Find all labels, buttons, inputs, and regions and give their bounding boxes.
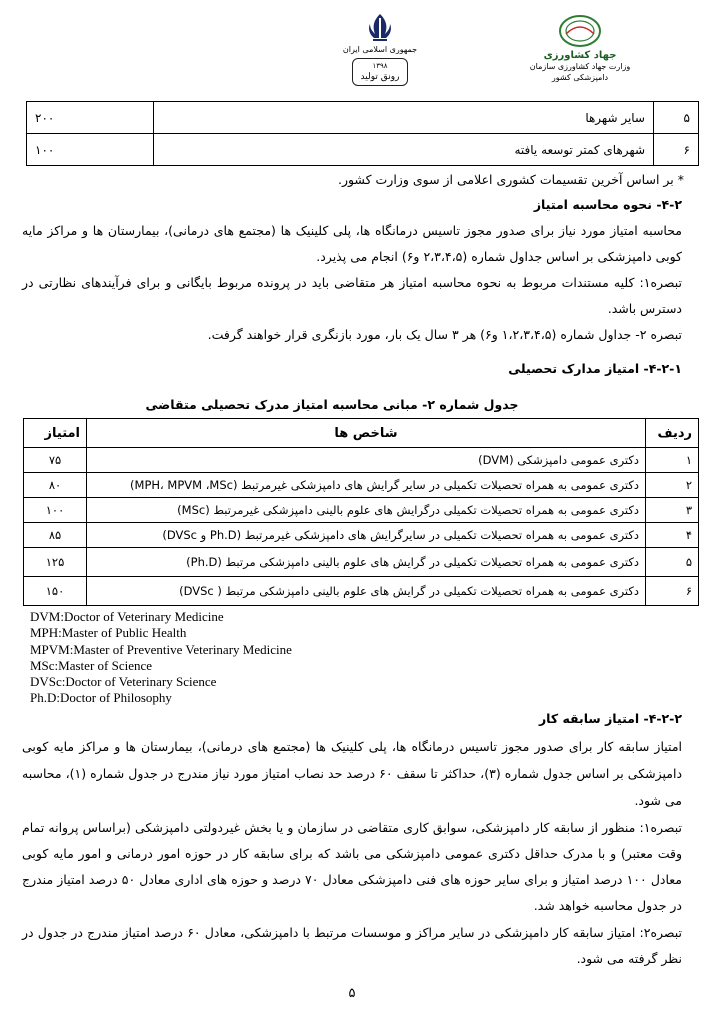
row-number: ۱ [646,448,699,473]
iran-emblem-logo [320,12,440,86]
row-value: ۲۰۰ [27,102,154,134]
column-header-score: امتیاز [24,419,87,448]
agriculture-ministry-logo [520,14,640,83]
note-1: تبصره۱: کلیه مستندات مربوط به نحوه محاسبه امتیاز هر متقاضی باید در پرونده مربوط بایگانی و برای فرآیندهای نظارتی در دسترس باشد. [22,275,682,316]
abbreviation-item: MPH:Master of Public Health [30,625,187,641]
row-indicator: دکتری عمومی به همراه تحصیلات تکمیلی در گرایش های علوم بالینی دامپزشکی مرتبط ( DVSc) [87,577,646,606]
row-value: ۱۰۰ [27,134,154,166]
section-body: امتیاز سابقه کار برای صدور مجوز تاسیس درمانگاه ها، پلی کلینیک ها (مجتمع های درمانی)، بیمارستان ها و مراکز مایه کوبی دامپزشکی بر اساس جدول شماره (۳)، حداکثر تا سقف ۶۰ درصد حد نصاب امتیاز مورد نیاز مندرج در جدول شماره (۱)، محاسبه می شود. [22,739,683,808]
abbreviation-item: MPVM:Master of Preventive Veterinary Medicine [30,641,292,657]
row-number: ۲ [646,473,699,498]
row-label: سایر شهرها [154,102,654,134]
row-indicator: دکتری عمومی به همراه تحصیلات تکمیلی در سایرگرایش های دامپزشکی غیرمرتبط (Ph.D و DVSc) [87,523,646,548]
row-score: ۱۲۵ [24,548,87,577]
row-number: ۶ [646,577,699,606]
row-label: شهرهای کمتر توسعه یافته [154,134,654,166]
row-number: ۶ [654,134,699,166]
table-row [24,498,699,523]
agriculture-logo-title: جهاد کشاورزی [543,50,617,61]
abbreviation-item: Ph.D:Doctor of Philosophy [30,690,172,706]
row-number: ۵ [646,548,699,577]
row-score: ۱۵۰ [24,577,87,606]
iran-emblem-caption: جمهوری اسلامی ایران [342,45,418,54]
row-score: ۸۵ [24,523,87,548]
table-row [24,473,699,498]
stamp-year: ۱۳۹۸ [372,62,388,70]
abbreviation-list [30,609,292,707]
page-number: ۵ [348,986,356,1001]
abbreviation-item: DVSc:Doctor of Veterinary Science [30,674,217,690]
row-score: ۱۰۰ [24,498,87,523]
section-heading: ۴-۲-۲- امتیاز سابقه کار [538,711,682,726]
note-2: تبصره۲: امتیاز سابقه کار دامپزشکی در سایر مراکز و موسسات مرتبط با دامپزشکی، معادل ۶۰ درصد امتیاز مندرج در جدول در نظر گرفته می شود. [22,925,682,966]
table-row [27,102,699,134]
agriculture-logo-caption: وزارت جهاد کشاورزی سازمان دامپزشکی کشور [529,62,631,82]
table-row [24,523,699,548]
section-heading: ۴-۲-۱- امتیاز مدارک تحصیلی [508,361,682,376]
table-row [24,548,699,577]
footnote: * بر اساس آخرین تقسیمات کشوری اعلامی از سوی وزارت کشور. [337,172,684,187]
degree-score-table [23,418,699,606]
row-number: ۳ [646,498,699,523]
abbreviation-item: MSc:Master of Science [30,657,153,673]
column-header-indicator: شاخص ها [87,419,646,448]
row-indicator: دکتری عمومی دامپزشکی (DVM) [87,448,646,473]
row-score: ۸۰ [24,473,87,498]
section-heading: ۴-۲- نحوه محاسبه امتیاز [533,197,682,212]
row-number: ۵ [654,102,699,134]
city-score-table [26,101,699,166]
iran-emblem-icon [363,12,397,42]
note-1: تبصره۱: منظور از سابقه کار دامپزشکی، سوابق کاری متقاضی در سازمان و یا بخش غیردولتی دامپزشکی (براساس پروانه تمام وقت معتبر) و با مدرک حداقل دکتری عمومی دامپزشکی می باشد که برای سابقه کار در حوزه امور درمانی و امور مایه کوبی معادل ۱۰۰ درصد امتیاز و برای سایر حوزه های فنی دامپزشکی معادل ۷۰ درصد و حوزه های اداری معادل ۵۰ درصد امتیاز مندرج در جدول محاسبه خواهد شد. [22,820,683,913]
row-indicator: دکتری عمومی به همراه تحصیلات تکمیلی در گرایش های علوم بالینی دامپزشکی مرتبط (Ph.D) [87,548,646,577]
production-leap-stamp [352,58,409,86]
note-2: تبصره ۲- جداول شماره (۱،۲،۳،۴،۵ و۶) هر ۳ سال یک بار، مورد بازنگری قرار خواهند گرفت. [207,327,682,342]
table-header-row [24,419,699,448]
section-body: محاسبه امتیاز مورد نیاز برای صدور مجوز تاسیس درمانگاه ها، پلی کلینیک ها (مجتمع های درمانی)، بیمارستان ها و مراکز مایه کوبی دامپزشکی بر اساس جداول شماره (۲،۳،۴،۵ و۶) انجام می پذیرد. [22,223,682,264]
row-indicator: دکتری عمومی به همراه تحصیلات تکمیلی در سایر گرایش های دامپزشکی غیرمرتبط (MPH، MPVM ،MSc) [87,473,646,498]
row-score: ۷۵ [24,448,87,473]
table-row [24,577,699,606]
stamp-text: رونق تولید [360,72,400,82]
table-row [24,448,699,473]
table-title: جدول شماره ۲- مبانی محاسبه امتیاز مدرک تحصیلی متقاضی [145,397,519,412]
column-header-row: ردیف [646,419,699,448]
abbreviation-item: DVM:Doctor of Veterinary Medicine [30,609,224,624]
row-indicator: دکتری عمومی به همراه تحصیلات تکمیلی درگرایش های علوم بالینی دامپزشکی غیرمرتبط (MSc) [87,498,646,523]
agriculture-seal-icon [558,14,602,48]
row-number: ۴ [646,523,699,548]
table-row [27,134,699,166]
